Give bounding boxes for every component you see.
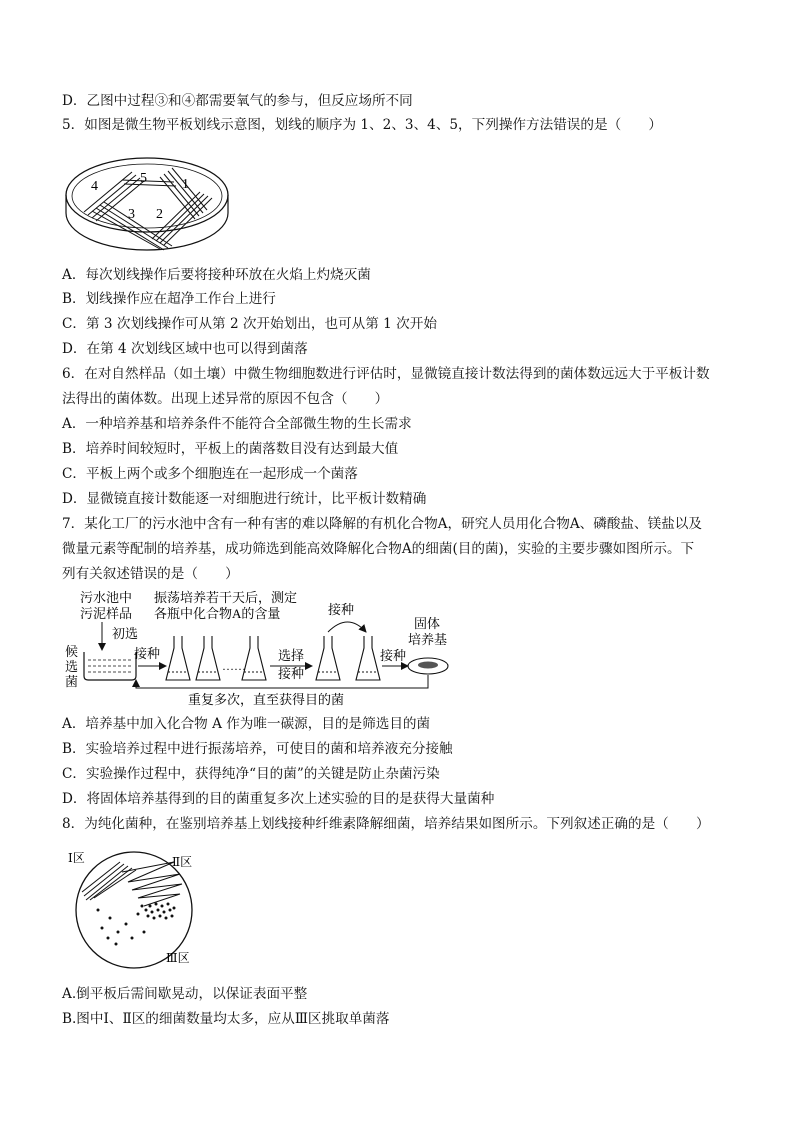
q8-option-a: A.倒平板后需间歇晃动，以保证表面平整 [62,986,308,1002]
q8-option-b: B.图中Ⅰ、Ⅱ区的细菌数量均太多，应从Ⅲ区挑取单菌落 [62,1011,390,1027]
q7-stem-line1: 7．某化工厂的污水池中含有一种有害的难以降解的有机化合物A，研究人员用化合物A、磷酸盐、镁盐以及 [62,516,702,532]
q6-stem-line2: 法得出的菌体数。出现上述异常的原因不包含（ ） [62,391,389,407]
repeat-label: 重复多次，直至获得目的菌 [188,692,345,707]
q5-stem: 5．如图是微生物平板划线示意图，划线的顺序为 1、2、3、4、5，下列操作方法错误的是（ ） [62,117,662,133]
solid-medium-label-1: 固体 [414,616,441,631]
streak-label-2: 2 [156,207,163,222]
q7-option-b: B．实验培养过程中进行振荡培养，可使目的菌和培养液充分接触 [62,741,453,757]
streak-plate-figure [62,150,232,260]
q6-option-b: B．培养时间较短时，平板上的菌落数目没有达到最大值 [62,441,399,457]
candidate-label-1: 候 [65,644,79,659]
screening-flow-figure [62,588,462,710]
q6-option-d: D．显微镜直接计数能逐一对细胞进行统计，比平板计数精确 [62,491,427,507]
q8-stem: 8．为纯化菌种，在鉴别培养基上划线接种纤维素降解细菌，培养结果如图所示。下列叙述正确的是（ ） [62,816,710,832]
candidate-label-2: 选 [65,659,79,674]
streak-label-4: 4 [91,179,98,194]
candidate-label-3: 菌 [65,674,79,689]
cellulose-plate-figure [62,848,212,970]
shake-culture-label-1: 振荡培养若干天后，测定 [154,590,298,605]
q7-option-d: D．将固体培养基得到的目的菌重复多次上述实验的目的是获得大量菌种 [62,791,495,807]
q7-stem-line3: 列有关叙述错误的是（ ） [62,566,239,582]
q7-stem-line2: 微量元素等配制的培养基，成功筛选到能高效降解化合物A的细菌(目的菌)，实验的主要步骤如图所示。下 [62,541,695,557]
zone-3-label: Ⅲ区 [166,951,190,965]
q6-option-a: A．一种培养基和培养条件不能符合全部微生物的生长需求 [62,416,412,432]
streak-label-3: 3 [128,207,135,222]
q5-option-a: A．每次划线操作后要将接种环放在火焰上灼烧灭菌 [62,267,371,283]
q4-option-d: D．乙图中过程③和④都需要氧气的参与，但反应场所不同 [62,93,413,109]
select-label-1: 选择 [278,648,305,663]
initial-screen-label: 初选 [112,626,139,641]
zone-2-label: Ⅱ区 [172,855,193,869]
q6-stem-line1: 6．在对自然样品（如土壤）中微生物细胞数进行评估时，显微镜直接计数法得到的菌体数远远大于平板计数 [62,366,710,382]
shake-culture-label-2: 各瓶中化合物A的含量 [154,606,281,621]
streak-label-5: 5 [140,171,147,186]
source-label-2: 污泥样品 [80,606,133,621]
q7-option-a: A．培养基中加入化合物 A 作为唯一碳源，目的是筛选目的菌 [62,716,431,732]
zone-1-label: Ⅰ区 [68,851,85,865]
colony-dots [97,903,176,946]
inoculate-label-top: 接种 [328,602,355,617]
q5-option-c: C．第 3 次划线操作可从第 2 次开始划出，也可从第 1 次开始 [62,316,437,332]
inoculate-label-2: 接种 [380,648,407,663]
solid-medium-label-2: 培养基 [408,632,448,647]
ellipsis: …… [222,659,246,673]
inoculate-label-1: 接种 [134,646,161,661]
q5-option-d: D．在第 4 次划线区域中也可以得到菌落 [62,341,308,357]
source-label-1: 污水池中 [80,590,133,605]
q5-option-b: B．划线操作应在超净工作台上进行 [62,291,276,307]
q7-option-c: C．实验操作过程中，获得纯净“目的菌”的关键是防止杂菌污染 [62,766,440,782]
q6-option-c: C．平板上两个或多个细胞连在一起形成一个菌落 [62,466,358,482]
streak-label-1: 1 [182,177,189,192]
select-label-2: 接种 [278,666,305,681]
